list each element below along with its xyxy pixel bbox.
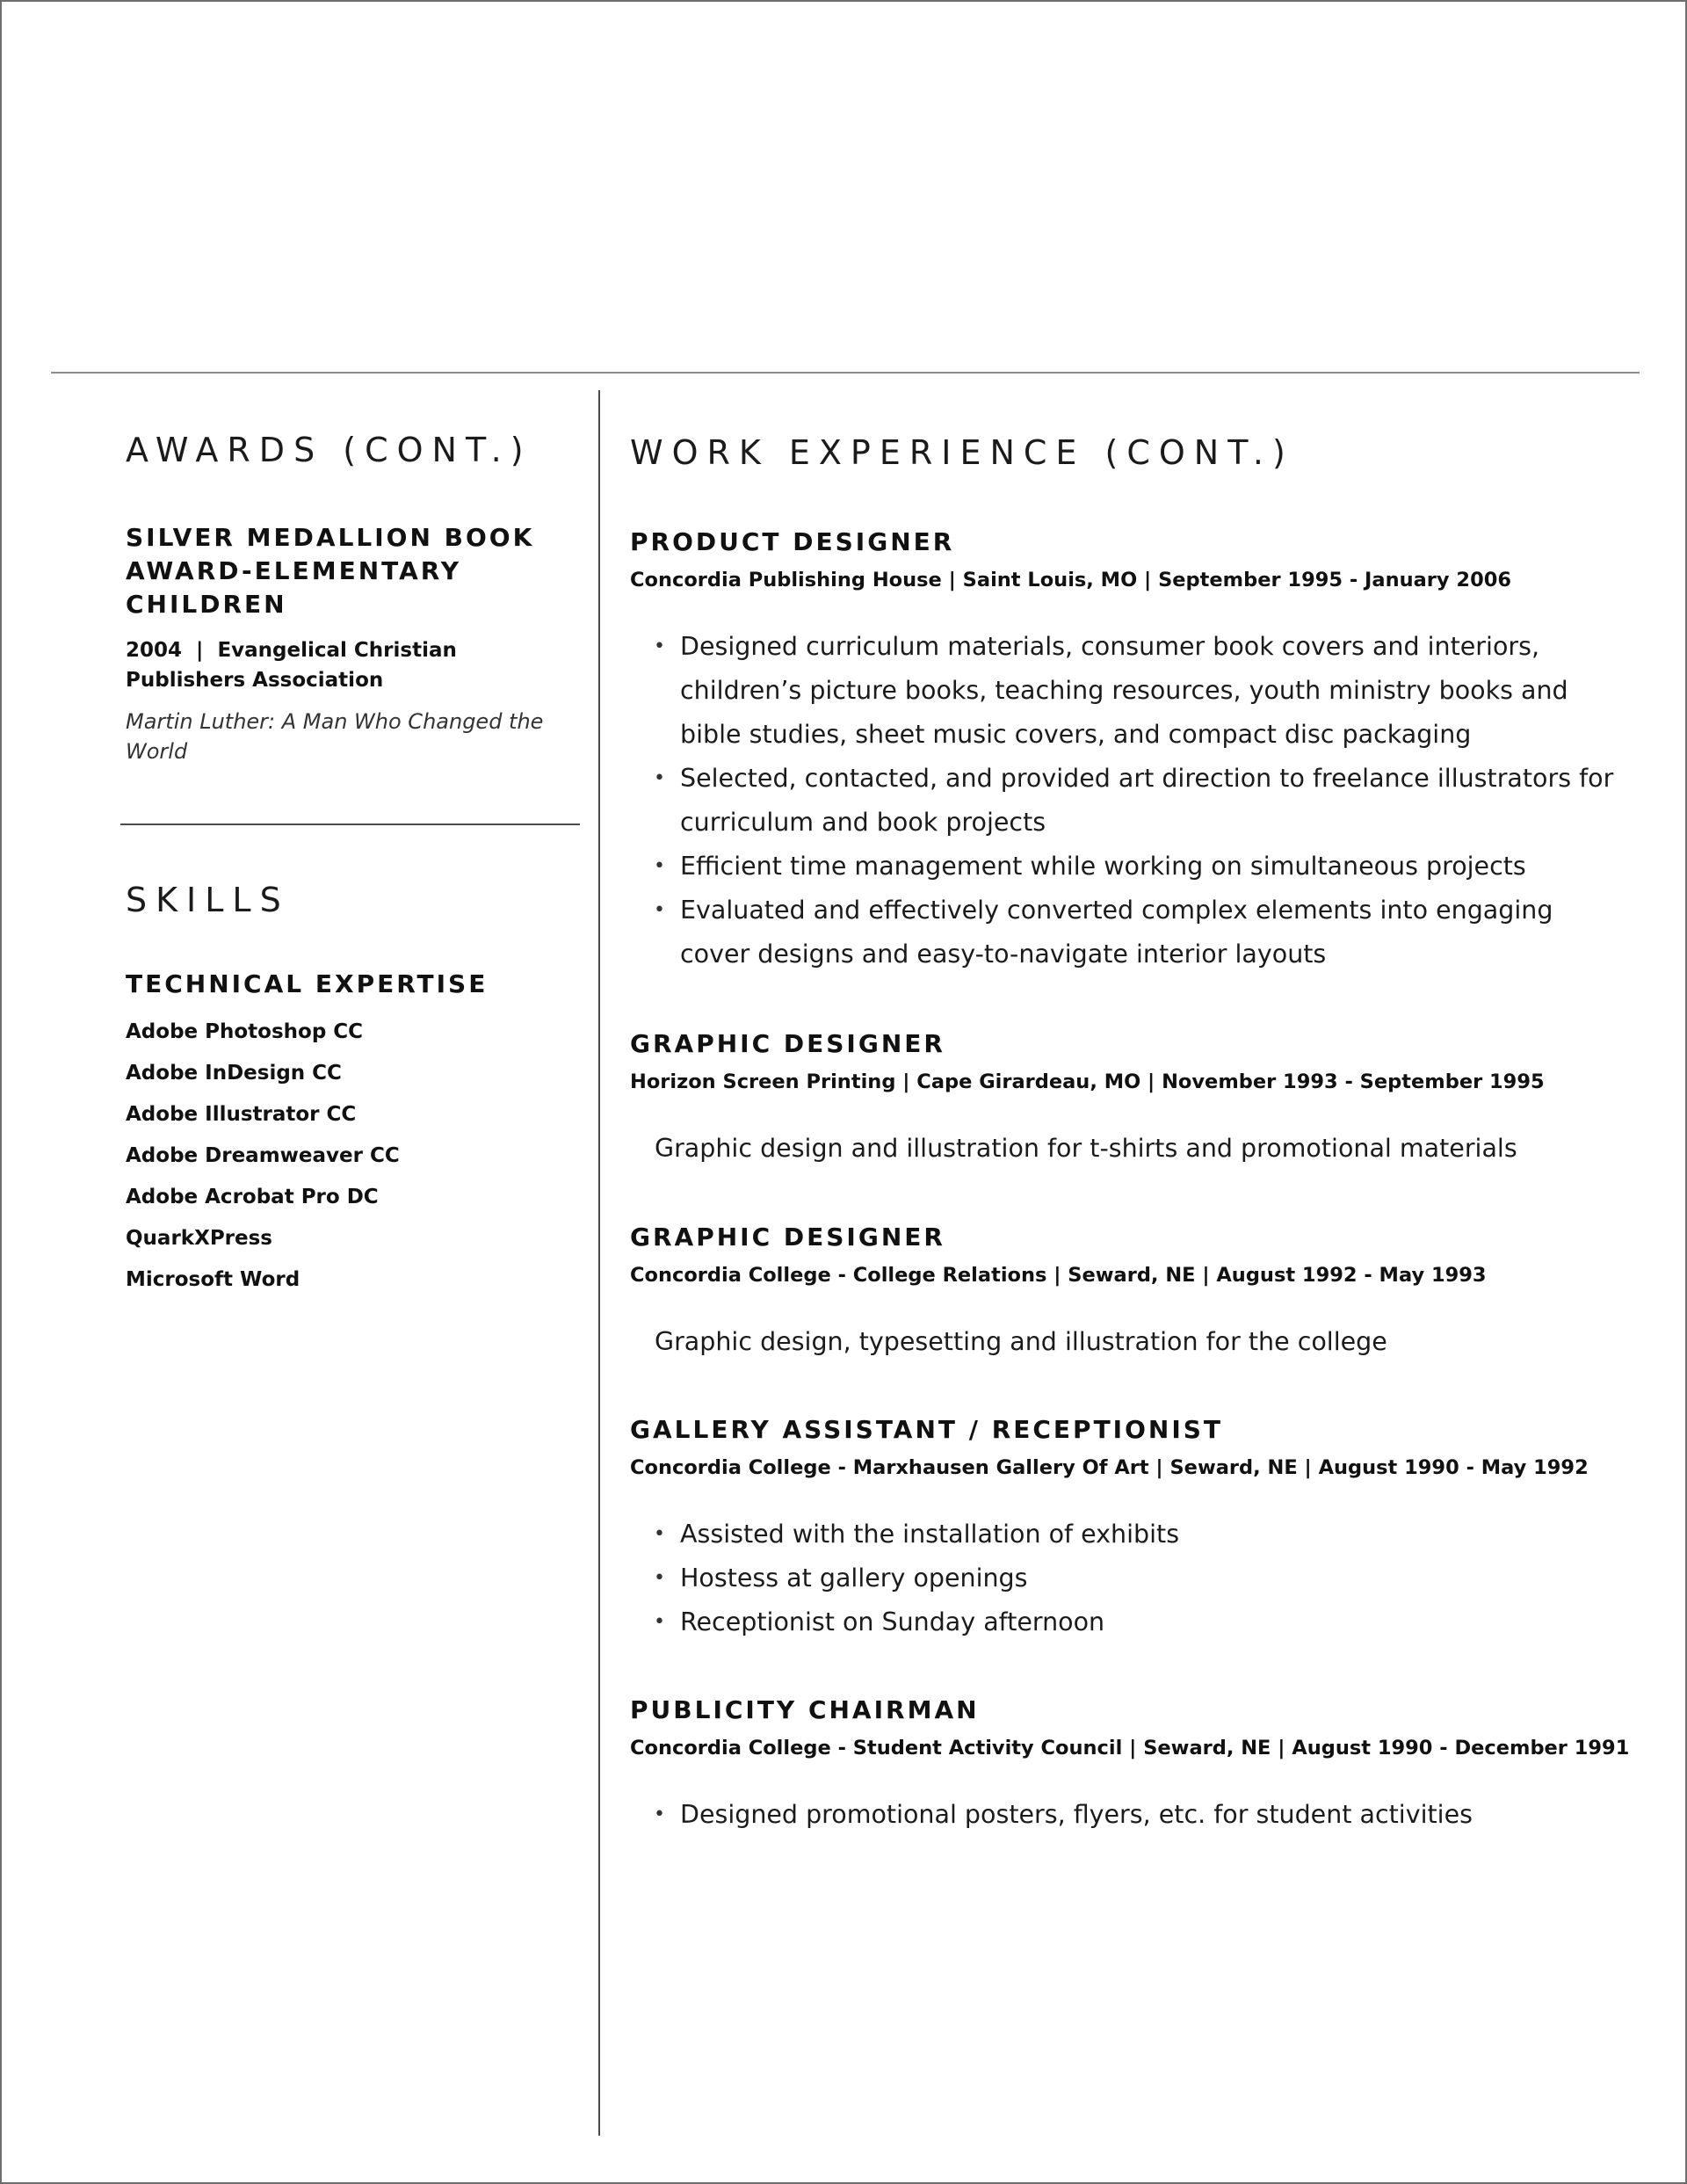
skills-subtitle: TECHNICAL EXPERTISE [126, 969, 489, 998]
job-title: GRAPHIC DESIGNER [630, 1029, 945, 1058]
job-title: PUBLICITY CHAIRMAN [630, 1695, 980, 1724]
skill-item: Microsoft Word [126, 1268, 300, 1291]
skills-divider [120, 824, 580, 825]
column-divider [598, 390, 600, 2136]
job-bullets [630, 1513, 1640, 1644]
bullet-icon: • [654, 1803, 665, 1825]
job-meta: Concordia College - Marxhausen Gallery Of Art | Seward, NE | August 1990 - May 1992 [630, 1456, 1589, 1479]
bullet-icon: • [654, 767, 665, 789]
bullet-item: • Assisted with the installation of exhibits [630, 1513, 1640, 1556]
skills-list [126, 1017, 400, 1306]
job-description: Graphic design, typesetting and illustration for the college [655, 1327, 1387, 1356]
job-bullets [630, 625, 1640, 976]
bullet-item: • Designed promotional posters, flyers, etc. for student activities [630, 1793, 1640, 1837]
job-bullets [630, 1793, 1640, 1837]
job-title: PRODUCT DESIGNER [630, 527, 955, 556]
job-entry-gallery-assistant [630, 1413, 1640, 1644]
bullet-icon: • [654, 1567, 665, 1589]
skill-item: QuarkXPress [126, 1227, 272, 1250]
skill-item: Adobe Illustrator CC [126, 1103, 357, 1126]
award-meta: 2004 | Evangelical Christian Publishers Association [126, 639, 457, 692]
bullet-item: • Hostess at gallery openings [630, 1556, 1640, 1600]
bullet-item: • Efficient time management while working on simultaneous projects [630, 845, 1614, 889]
bullet-item: • Designed curriculum materials, consumer book covers and interiors, children’s picture books, teaching resources, youth ministry books and bible studies, sheet music covers, and compact disc packaging [630, 625, 1614, 757]
job-entry-graphic-designer-horizon [630, 1027, 1640, 1171]
bullet-icon: • [654, 1611, 665, 1633]
job-description: Graphic design and illustration for t-shirts and promotional materials [655, 1134, 1517, 1163]
job-meta: Concordia College - College Relations | Seward, NE | August 1992 - May 1993 [630, 1264, 1487, 1287]
job-entry-graphic-designer-concordia [630, 1221, 1640, 1364]
job-meta: Concordia Publishing House | Saint Louis, MO | September 1995 - January 2006 [630, 569, 1512, 591]
skills-section-title: SKILLS [126, 881, 290, 919]
skill-item: Adobe InDesign CC [126, 1062, 342, 1085]
job-entry-product-designer [630, 526, 1640, 976]
job-title: GALLERY ASSISTANT / RECEPTIONIST [630, 1415, 1224, 1444]
bullet-icon: • [654, 635, 665, 657]
bullet-item: • Selected, contacted, and provided art direction to freelance illustrators for curriculum and book projects [630, 757, 1614, 845]
bullet-icon: • [654, 855, 665, 877]
bullet-icon: • [654, 899, 665, 921]
job-meta: Concordia College - Student Activity Council | Seward, NE | August 1990 - December 1991 [630, 1737, 1630, 1760]
header-divider [51, 372, 1640, 374]
bullet-item: • Receptionist on Sunday afternoon [630, 1600, 1640, 1644]
skill-item: Adobe Photoshop CC [126, 1020, 364, 1043]
award-name: SILVER MEDALLION BOOK AWARD-ELEMENTARY CHILDREN [126, 523, 535, 619]
bullet-item: • Evaluated and effectively converted complex elements into engaging cover designs and easy-to-navigate interior layouts [630, 889, 1614, 976]
job-meta: Horizon Screen Printing | Cape Girardeau, MO | November 1993 - September 1995 [630, 1070, 1545, 1093]
award-organization: Evangelical Christian Publishers Association [126, 639, 457, 692]
award-year: 2004 [126, 639, 183, 662]
job-entry-publicity-chairman [630, 1694, 1640, 1837]
award-work-title: Martin Luther: A Man Who Changed the World [126, 709, 544, 764]
awards-section-title: AWARDS (CONT.) [126, 431, 532, 469]
bullet-icon: • [654, 1523, 665, 1545]
job-title: GRAPHIC DESIGNER [630, 1223, 945, 1252]
skill-item: Adobe Acrobat Pro DC [126, 1186, 379, 1208]
work-section-title: WORK EXPERIENCE (CONT.) [630, 433, 1294, 472]
skill-item: Adobe Dreamweaver CC [126, 1144, 400, 1167]
